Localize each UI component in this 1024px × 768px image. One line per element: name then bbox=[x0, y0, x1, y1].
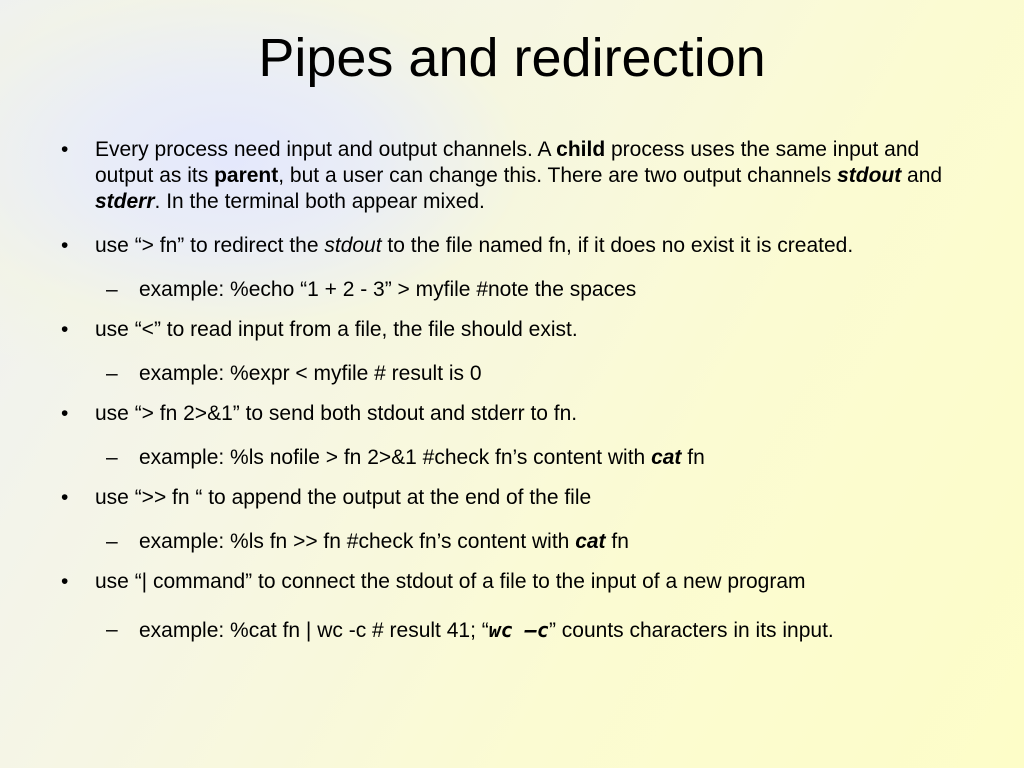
bullet-item-pipe bbox=[0, 569, 975, 595]
bullet-text: and bbox=[901, 164, 943, 187]
bullet-marker: • bbox=[61, 570, 69, 593]
bullet-list bbox=[0, 137, 1024, 644]
sub-item-example-ls-fn bbox=[0, 529, 979, 555]
mono-wc: wc bbox=[488, 618, 513, 642]
bullet-text: , but a user can change this. There are two output channels bbox=[278, 164, 838, 187]
bold-italic-cat: cat bbox=[651, 446, 682, 469]
dash-marker: – bbox=[106, 362, 118, 385]
example-text: fn bbox=[681, 446, 705, 469]
bullet-marker: • bbox=[61, 318, 69, 341]
dash-marker: – bbox=[106, 530, 118, 553]
bullet-text: to the file named fn, if it does no exist it is created. bbox=[381, 234, 854, 257]
sub-item-example-echo bbox=[0, 277, 979, 303]
bullet-marker: • bbox=[61, 234, 69, 257]
bullet-item-read-input bbox=[0, 317, 975, 343]
slide-title: Pipes and redirection bbox=[258, 28, 766, 88]
sub-item-example-ls-nofile bbox=[0, 445, 979, 471]
example-text: fn bbox=[605, 530, 629, 553]
bold-italic-stdout: stdout bbox=[837, 164, 902, 187]
bullet-item-append bbox=[0, 485, 975, 511]
bullet-text: use “<” to read input from a file, the file should exist. bbox=[95, 318, 578, 341]
bullet-text: use “> fn 2>&1” to send both stdout and stderr to fn. bbox=[95, 402, 578, 425]
italic-stdout: stdout bbox=[324, 234, 382, 257]
bullet-item-channels bbox=[0, 137, 975, 215]
sub-item-example-expr bbox=[0, 361, 979, 387]
bullet-text: use “>> fn “ to append the output at the end of the file bbox=[95, 486, 592, 509]
bold-parent: parent bbox=[214, 164, 279, 187]
mono-c-flag: –c bbox=[524, 618, 549, 642]
bullet-text: Every process need input and output channels. A bbox=[95, 138, 557, 161]
bullet-text: process uses the same input and output as its bbox=[95, 138, 920, 187]
bold-italic-stderr: stderr bbox=[95, 190, 155, 213]
bullet-item-redirect-stdout bbox=[0, 233, 975, 259]
bullet-item-stdout-stderr bbox=[0, 401, 975, 427]
bullet-marker: • bbox=[61, 138, 69, 161]
dash-marker: – bbox=[106, 446, 118, 469]
bold-child: child bbox=[556, 138, 606, 161]
example-text: example: %ls nofile > fn 2>&1 #check fn’s content with bbox=[139, 446, 652, 469]
dash-marker: – bbox=[106, 618, 118, 641]
bullet-text: use “| command” to connect the stdout of a file to the input of a new program bbox=[95, 570, 806, 593]
bullet-marker: • bbox=[61, 486, 69, 509]
bold-italic-cat: cat bbox=[575, 530, 606, 553]
bullet-marker: • bbox=[61, 402, 69, 425]
example-text: example: %ls fn >> fn #check fn’s content with bbox=[139, 530, 576, 553]
bullet-text: . In the terminal both appear mixed. bbox=[154, 190, 485, 213]
bullet-text: use “> fn” to redirect the bbox=[95, 234, 325, 257]
example-text: example: %cat fn | wc -c # result 41; “ bbox=[139, 619, 489, 642]
example-text: example: %expr < myfile # result is 0 bbox=[139, 362, 482, 385]
example-text: ” counts characters in its input. bbox=[548, 619, 834, 642]
example-text: example: %echo “1 + 2 - 3” > myfile #note the spaces bbox=[139, 278, 637, 301]
sub-item-example-wc bbox=[0, 617, 979, 644]
dash-marker: – bbox=[106, 278, 118, 301]
